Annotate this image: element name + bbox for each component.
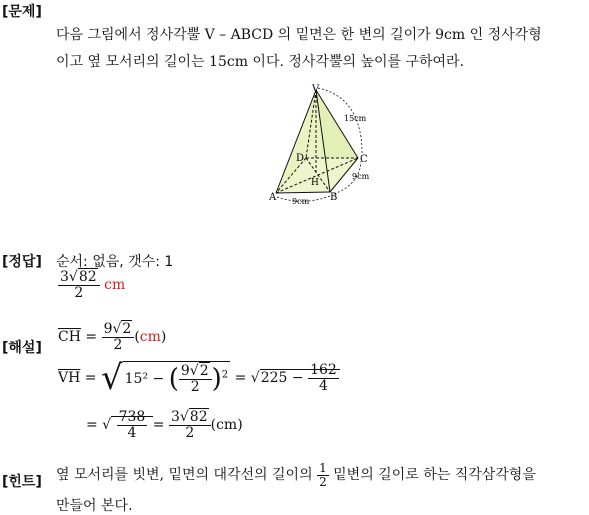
vertex-a: A	[269, 192, 277, 203]
answer-unit: cm	[104, 277, 126, 294]
problem-label: [문제]	[2, 4, 42, 20]
pyramid-figure	[268, 84, 380, 206]
base-right-length: 9cm	[352, 172, 370, 181]
foot-h: H	[311, 178, 319, 188]
vertex-v: V	[312, 84, 320, 95]
problem-line-2: 이고 옆 모서리의 길이는 15cm 이다. 정사각뿔의 높이를 구하여라.	[56, 54, 465, 70]
solution-ch-line: $\overline{CH}$ = $\frac{9√2}{2}$ (cm)	[58, 321, 167, 353]
answer-meta: 순서: 없음, 갯수: 1	[56, 254, 174, 270]
solution-label: [해설]	[2, 340, 42, 356]
base-bottom-length: 9cm	[292, 197, 310, 206]
vertex-d: D	[296, 153, 305, 164]
vertex-b: B	[330, 192, 338, 203]
answer-value: $\frac{3√82}{2}$ cm	[60, 269, 126, 301]
solution-result-line: = √ $\frac{738}{4}$ = $\frac{3√82}{2}$ (cm)	[86, 409, 243, 441]
problem-line-1: 다음 그림에서 정사각뿔 V – ABCD 의 밑면은 한 변의 길이가 9cm 인 정사각형	[56, 27, 542, 43]
hint-label: [힌트]	[2, 474, 42, 490]
answer-label: [정답]	[2, 254, 42, 270]
solution-vh-line: $\overline{VH}$ = √ 15² − ( $\frac{9√2}{2}$ )$^2$ = √225 − $\frac{162}{4}$	[58, 358, 340, 398]
vertex-c: C	[360, 154, 368, 165]
hint-line-2: 만들어 본다.	[56, 498, 133, 514]
edge-length: 15cm	[344, 114, 367, 123]
hint-line-1: 옆 모서리를 빗변, 밑면의 대각선의 길이의 $\frac{1}{2}$ 밑변의 길이로 하는 직각삼각형을	[56, 461, 536, 489]
